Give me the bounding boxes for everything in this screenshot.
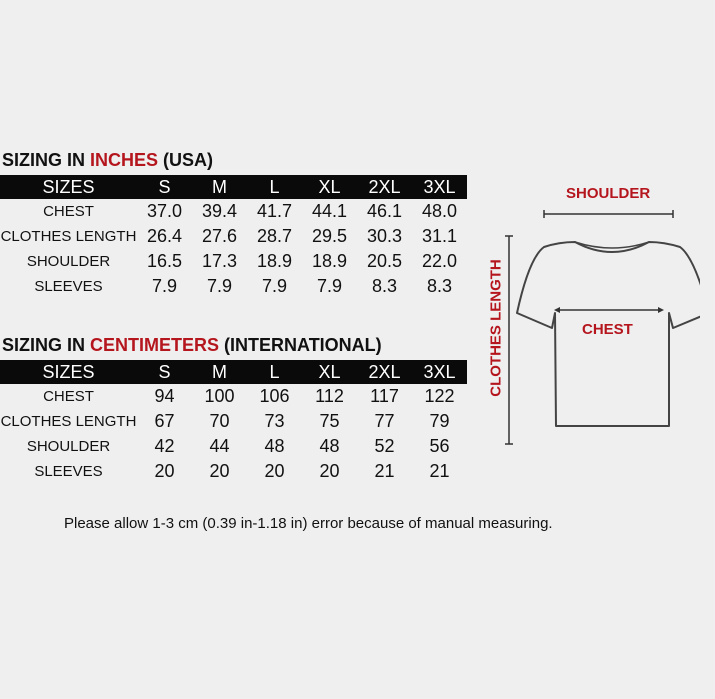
table-cell: 106: [259, 386, 290, 406]
centimeters-section-title: [2, 335, 382, 355]
table-cell: 20: [209, 461, 230, 481]
table-cell: 21: [374, 461, 395, 481]
table-cell: 20: [154, 461, 175, 481]
inches-header-row: [0, 175, 467, 199]
table-cell: 56: [429, 436, 450, 456]
inches-title-suffix: (USA): [158, 150, 214, 170]
table-cell: 39.4: [201, 201, 238, 221]
table-cell: 20: [319, 461, 340, 481]
table-cell: 75: [319, 411, 340, 431]
row-label-clothes-length: CLOTHES LENGTH: [0, 228, 137, 245]
header-cell-sizes: SIZES: [0, 360, 137, 384]
row-label-sleeves: SLEEVES: [34, 463, 103, 480]
table-cell: 7.9: [151, 276, 178, 296]
table-row: [0, 384, 467, 409]
inches-section-title: [2, 150, 213, 170]
table-cell: 73: [264, 411, 285, 431]
cm-title-suffix: (INTERNATIONAL): [219, 335, 382, 355]
table-cell: 77: [374, 411, 395, 431]
cm-title-accent: CENTIMETERS: [90, 335, 220, 355]
table-cell: 26.4: [146, 226, 183, 246]
table-row: [0, 434, 467, 459]
table-cell: 30.3: [366, 226, 403, 246]
row-label-shoulder: SHOULDER: [26, 438, 111, 455]
inches-size-table: [0, 175, 467, 299]
header-cell-s: S: [137, 360, 192, 384]
row-label-clothes-length: CLOTHES LENGTH: [0, 413, 137, 430]
table-cell: 42: [154, 436, 175, 456]
table-row: [0, 199, 467, 224]
header-cell-m: M: [192, 175, 247, 199]
inches-title-prefix: SIZING IN: [2, 150, 91, 170]
table-cell: 79: [429, 411, 450, 431]
table-cell: 21: [429, 461, 450, 481]
header-cell-3xl: 3XL: [412, 360, 467, 384]
table-cell: 48: [264, 436, 285, 456]
chest-label: CHEST: [582, 321, 633, 338]
header-cell-m: M: [192, 360, 247, 384]
table-cell: 48: [319, 436, 340, 456]
row-label-shoulder: SHOULDER: [26, 253, 111, 270]
table-cell: 29.5: [311, 226, 348, 246]
table-cell: 18.9: [311, 251, 348, 271]
table-row: [0, 274, 467, 299]
table-cell: 67: [154, 411, 175, 431]
table-cell: 20: [264, 461, 285, 481]
table-cell: 48.0: [421, 201, 458, 221]
header-cell-3xl: 3XL: [412, 175, 467, 199]
table-cell: 31.1: [421, 226, 458, 246]
table-cell: 37.0: [146, 201, 183, 221]
header-cell-l: L: [247, 360, 302, 384]
table-cell: 7.9: [261, 276, 288, 296]
cm-title-prefix: SIZING IN: [2, 335, 91, 355]
table-cell: 117: [370, 386, 399, 406]
header-cell-l: L: [247, 175, 302, 199]
table-row: [0, 249, 467, 274]
row-label-sleeves: SLEEVES: [34, 278, 103, 295]
table-row: [0, 409, 467, 434]
table-cell: 41.7: [256, 201, 293, 221]
row-label-chest: CHEST: [43, 388, 94, 405]
chest-arrow-right: [658, 307, 664, 313]
table-cell: 27.6: [201, 226, 238, 246]
table-cell: 122: [424, 386, 455, 406]
cm-header-row: [0, 360, 467, 384]
table-cell: 8.3: [426, 276, 453, 296]
table-cell: 7.9: [316, 276, 343, 296]
clothes-length-label: CLOTHES LENGTH: [487, 259, 505, 397]
header-cell-xl: XL: [302, 175, 357, 199]
table-cell: 46.1: [366, 201, 403, 221]
table-row: [0, 224, 467, 249]
tshirt-outline-icon: [470, 170, 700, 460]
table-cell: 112: [315, 386, 344, 406]
row-label-chest: CHEST: [43, 203, 94, 220]
header-cell-sizes: SIZES: [0, 175, 137, 199]
table-cell: 22.0: [421, 251, 458, 271]
centimeters-size-table: [0, 360, 467, 484]
table-cell: 8.3: [371, 276, 398, 296]
inches-title-accent: INCHES: [90, 150, 159, 170]
table-cell: 18.9: [256, 251, 293, 271]
table-cell: 7.9: [206, 276, 233, 296]
header-cell-2xl: 2XL: [357, 360, 412, 384]
table-cell: 70: [209, 411, 230, 431]
table-cell: 94: [154, 386, 175, 406]
table-cell: 16.5: [146, 251, 183, 271]
header-cell-2xl: 2XL: [357, 175, 412, 199]
table-cell: 17.3: [201, 251, 238, 271]
measurement-note: Please allow 1-3 cm (0.39 in-1.18 in) error because of manual measuring.: [64, 515, 553, 532]
measurement-diagram: [470, 170, 700, 460]
table-cell: 52: [374, 436, 395, 456]
header-cell-s: S: [137, 175, 192, 199]
table-row: [0, 459, 467, 484]
table-cell: 44: [209, 436, 230, 456]
table-cell: 100: [204, 386, 235, 406]
shoulder-label: SHOULDER: [566, 185, 651, 202]
header-cell-xl: XL: [302, 360, 357, 384]
table-cell: 28.7: [256, 226, 293, 246]
table-cell: 20.5: [366, 251, 403, 271]
table-cell: 44.1: [311, 201, 348, 221]
